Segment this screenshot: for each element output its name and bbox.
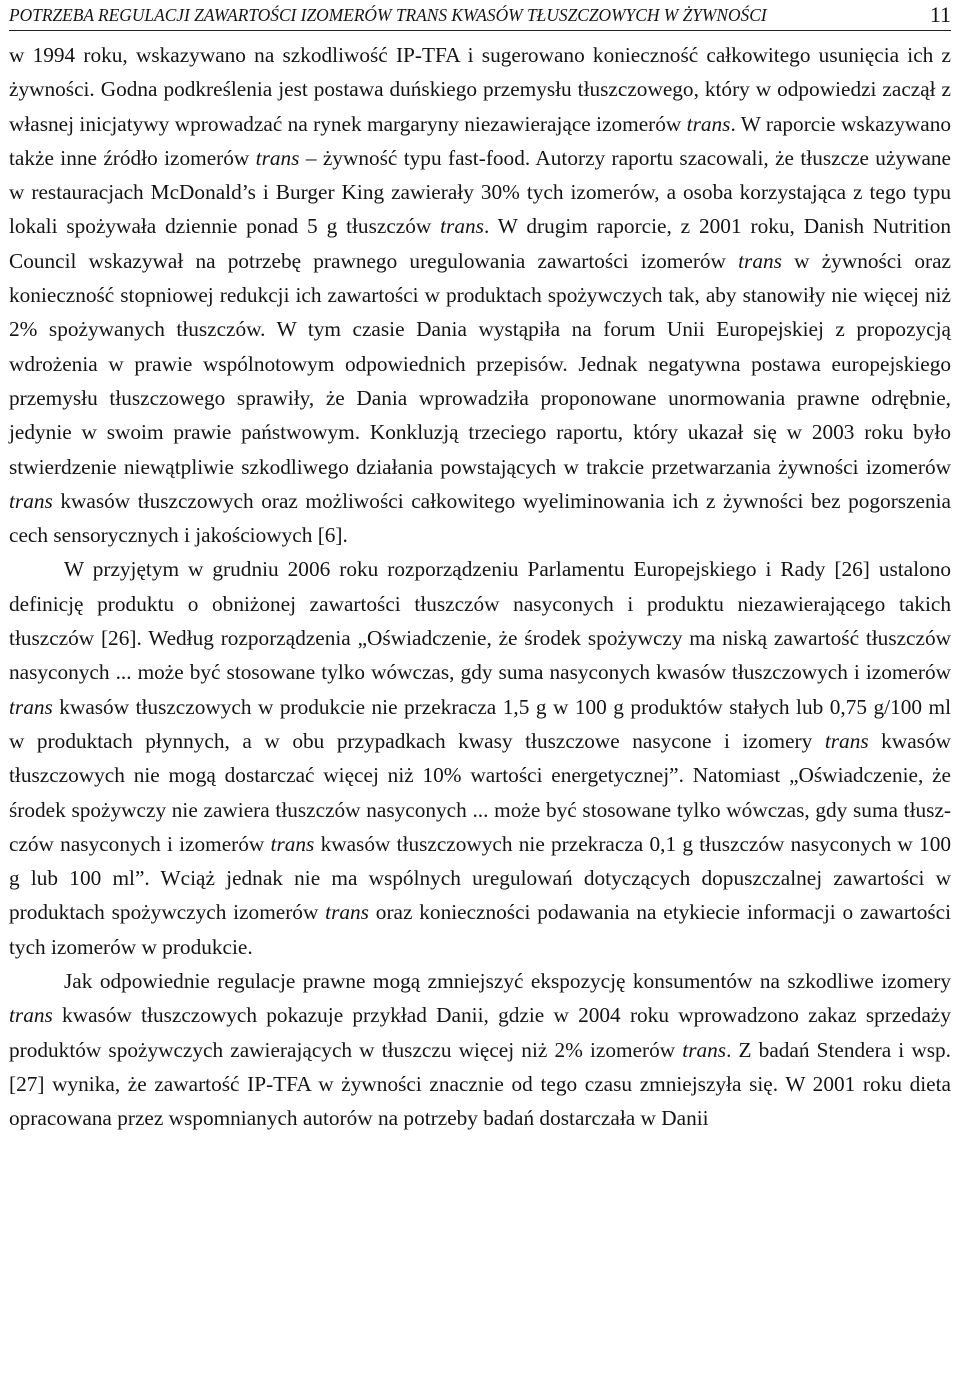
italic-term: trans: [270, 831, 315, 856]
text-run: kwasów tłuszczowych w produkcie nie przekracza 1,5 g w 100 g produktów stałych lub 0,75 g/100 ml w produktach płynnych, a w obu przypadkach kwasy tłuszczowe nasycone i izomery: [9, 694, 951, 753]
italic-term: trans: [325, 900, 369, 925]
italic-term: trans: [255, 145, 300, 170]
italic-term: trans: [738, 248, 782, 273]
text-run: W przyjętym w grudniu 2006 roku rozporządzeniu Parlamentu Europejskiego i Rady [26] ustalono definicję produktu o obniżonej zawartości tłuszczów nasyconych i produktu niezawierającego takich tłuszczów [26]. Według rozporządzenia „Oświadczenie, że środek spożywczy ma niską zawartość tłuszczów nasyconych ... może być stosowane tylko wówczas, gdy suma nasyconych kwasów tłuszczowych i izomerów: [9, 557, 951, 685]
text-run: . W raporcie wskazywano także inne źródło izomerów: [9, 111, 951, 170]
text-run: kwasów tłuszczowych nie przekracza 0,1 g tłuszczów nasyconych w 100 g lub 100 ml”. Wciąż jednak nie ma wspólnych uregulowań dotyczących dopuszczalnej zawartości w produktach spożywczych izomerów: [9, 831, 951, 925]
italic-term: trans: [824, 728, 869, 753]
text-run: w żywności oraz konieczność stopniowej redukcji ich zawartości w produktach spożywczych tak, aby stanowiły nie więcej niż 2% spożywanych tłuszczów. W tym czasie Dania wystąpiła na forum Unii Europejskiej z propozycją wdrożenia w prawie wspólnotowym odpowiednich przepisów. Jednak negatywna postawa europejskiego przemysłu tłuszczowego sprawiły, że Dania wprowadziła proponowane unormowania prawne odrębnie, jedynie w swoim prawie państwowym. Konkluzją trzeciego raportu, który ukazał się w 2003 roku było stwierdzenie niewątpliwie szkodliwego działania powstających w trakcie przetwarzania żywności izomerów: [9, 248, 951, 479]
italic-term: trans: [440, 214, 484, 239]
page-number: 11: [929, 2, 951, 27]
text-run: Jak odpowiednie regulacje prawne mogą zmniejszyć ekspozycję konsumentów na szkodliwe izomery: [64, 969, 951, 994]
italic-term: trans: [686, 111, 731, 136]
text-run: . Z badań Stendera i wsp. [27] wynika, że zawartość IP-TFA w żywności znacznie od tego czasu zmniejszyła się. W 2001 roku dieta opracowana przez wspomnianych autorów na potrzeby badań dostarczała w Danii: [9, 1037, 951, 1131]
italic-term: trans: [9, 1003, 53, 1028]
italic-term: trans: [682, 1037, 727, 1062]
text-run: w 1994 roku, wskazywano na szkodliwość IP-TFA i sugerowano konieczność całkowitego usunięcia ich z żywności. Godna podkreślenia jest postawa duńskiego przemysłu tłuszczowego, który w odpowiedzi zaczął z własnej inicjatywy wprowadzać na rynek margaryny niezawierające izomerów: [9, 43, 951, 136]
text-run: kwasów tłuszczowych oraz możliwości całkowitego wyeliminowania ich z żywności bez pogorszenia cech sensorycznych i jakościowych [6].: [9, 488, 951, 548]
text-run: . W drugim raporcie, z 2001 roku, Danish Nutrition Council wskazywał na potrzebę prawnego uregulowania zawartości izomerów: [9, 214, 951, 273]
text-run: kwasów tłuszczowych nie mogą dostarczać więcej niż 10% wartości energetycznej”. Natomiast „Oświadczenie, że środek spożywczy nie zawiera tłuszczów nasyconych ... może być stosowane tylko wówczas, gdy suma tłuszczów nasyconych i izomerów: [9, 728, 951, 856]
paragraph: [9, 38, 951, 552]
paragraph: [9, 964, 951, 1135]
body-text: [9, 38, 951, 1136]
italic-term: trans: [9, 694, 53, 719]
italic-term: trans: [9, 488, 53, 513]
running-header: [9, 2, 951, 31]
text-run: – żywność typu fast-food. Autorzy raportu szacowali, że tłuszcze używane w restauracjach McDonald’s i Burger King zawierały 30% tych izomerów, a osoba korzystająca z tego typu lokali spożywała dziennie ponad 5 g tłuszczów: [9, 145, 951, 239]
text-run: oraz konieczności podawania na etykiecie informacji o zawartości tych izomerów w produkcie.: [9, 900, 952, 959]
text-run: kwasów tłuszczowych pokazuje przykład Danii, gdzie w 2004 roku wprowadzono zakaz sprzedaży produktów spożywczych zawierających w tłuszczu więcej niż 2% izomerów: [9, 1003, 951, 1062]
running-title: POTRZEBA REGULACJI ZAWARTOŚCI IZOMERÓW TRANS KWASÓW TŁUSZCZOWYCH W ŻYWNOŚCI: [9, 5, 767, 25]
paragraph: [9, 552, 951, 964]
